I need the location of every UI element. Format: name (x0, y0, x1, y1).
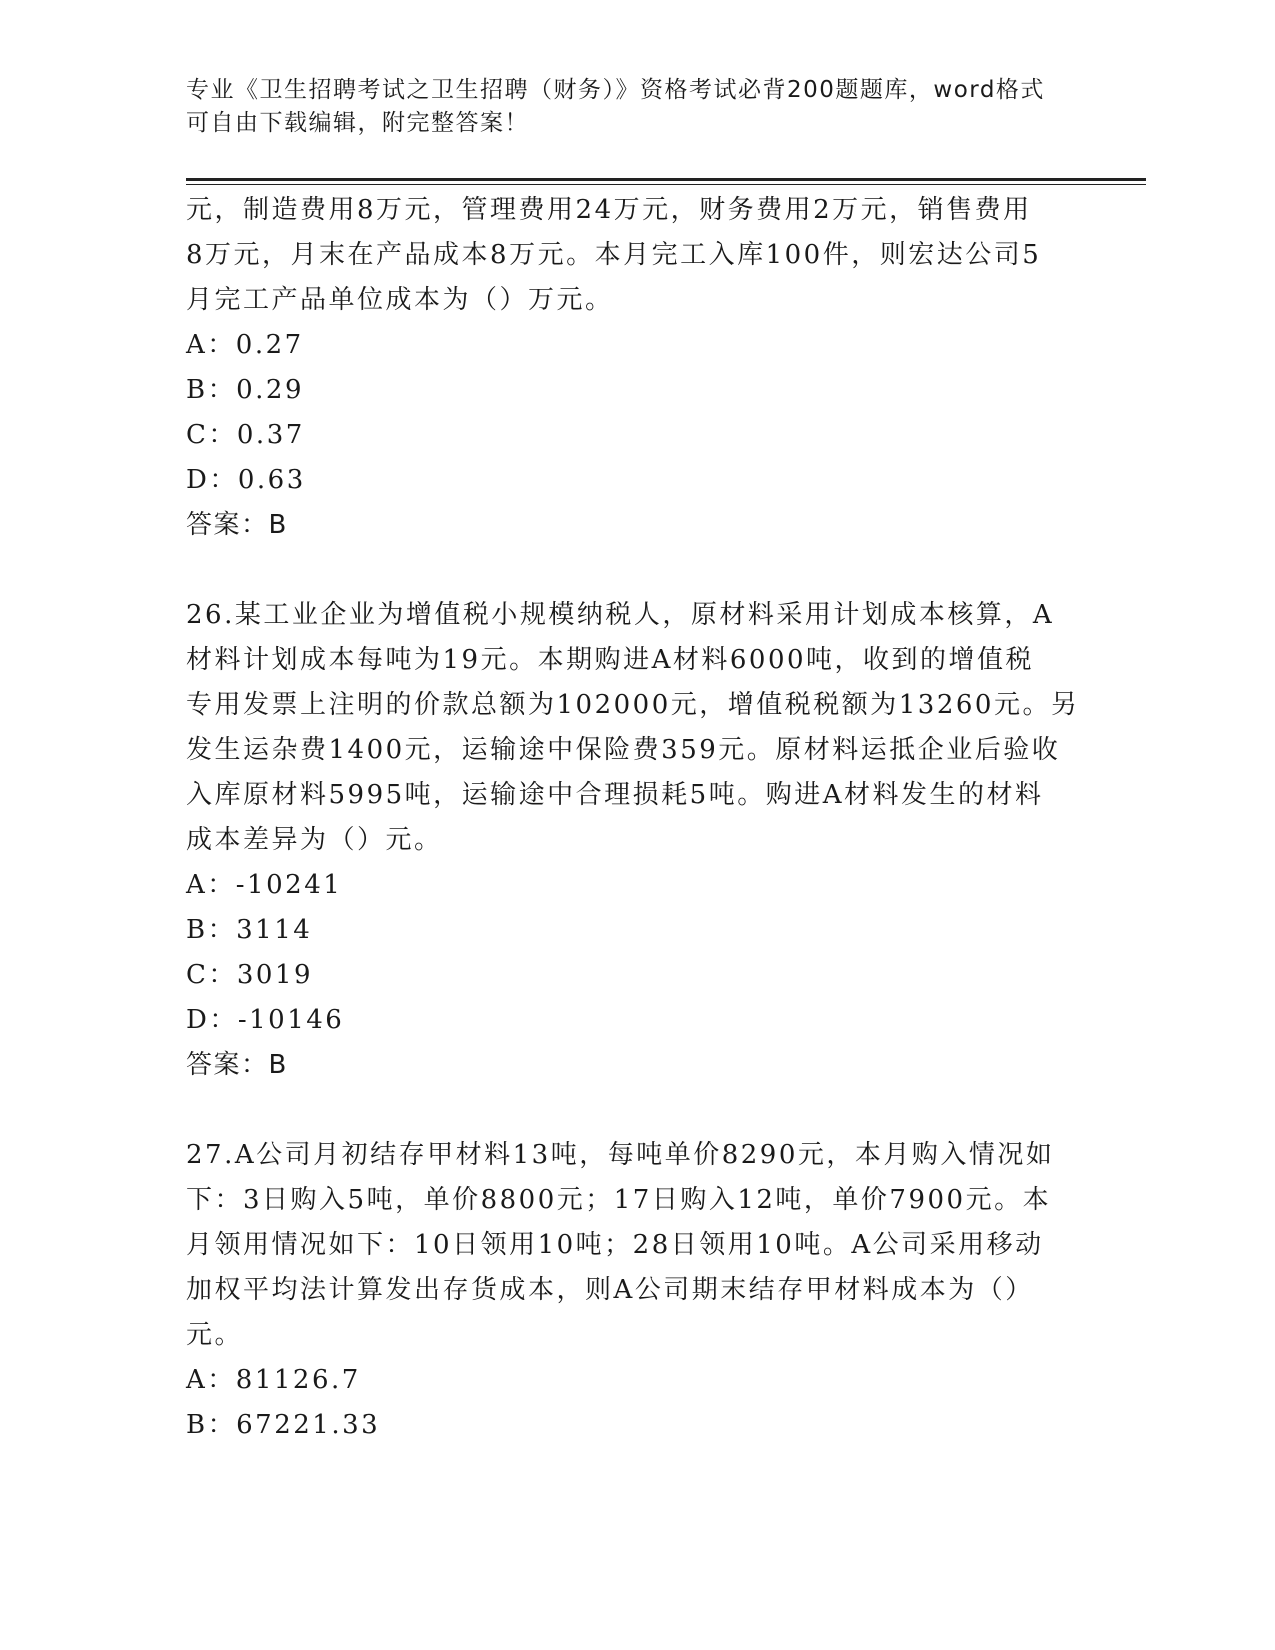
header-line: 专业《卫生招聘考试之卫生招聘（财务）》资格考试必背200题题库，word格式 (186, 77, 1045, 103)
question-stem-line: 加权平均法计算发出存货成本，则A公司期末结存甲材料成本为（） (186, 1275, 1034, 1305)
header-divider-thick (186, 178, 1146, 181)
question-stem-line: 元。 (186, 1320, 244, 1350)
document-body (186, 188, 1086, 1448)
option-a: A：81126.7 (186, 1365, 361, 1395)
option-d: D：-10146 (186, 1005, 345, 1035)
question-27 (186, 1133, 1086, 1448)
question-stem-line: 发生运杂费1400元，运输途中保险费359元。原材料运抵企业后验收 (186, 735, 1061, 765)
option-b: B：0.29 (186, 375, 304, 405)
answer-line: 答案：B (186, 510, 288, 540)
question-stem-line: 入库原材料5995吨，运输途中合理损耗5吨。购进A材料发生的材料 (186, 780, 1044, 810)
option-a: A：-10241 (186, 870, 343, 900)
question-stem-line: 月领用情况如下：10日领用10吨；28日领用10吨。A公司采用移动 (186, 1230, 1044, 1260)
option-d: D：0.63 (186, 465, 306, 495)
spacer (186, 548, 1086, 593)
question-stem-line: 下：3日购入5吨，单价8800元；17日购入12吨，单价7900元。本 (186, 1185, 1052, 1215)
option-c: C：3019 (186, 960, 314, 990)
option-b: B：67221.33 (186, 1410, 381, 1440)
question-25 (186, 188, 1086, 548)
question-stem-line: 元，制造费用8万元，管理费用24万元，财务费用2万元，销售费用 (186, 195, 1032, 225)
question-26 (186, 593, 1086, 1088)
document-header (186, 74, 1066, 140)
option-c: C：0.37 (186, 420, 305, 450)
header-divider-thin (186, 184, 1146, 185)
question-stem-line: 26.某工业企业为增值税小规模纳税人，原材料采用计划成本核算，A (186, 600, 1055, 630)
spacer (186, 1088, 1086, 1133)
option-b: B：3114 (186, 915, 313, 945)
question-stem-line: 材料计划成本每吨为19元。本期购进A材料6000吨，收到的增值税 (186, 645, 1035, 675)
question-stem-line: 专用发票上注明的价款总额为102000元，增值税税额为13260元。另 (186, 690, 1080, 720)
question-stem-line: 27.A公司月初结存甲材料13吨，每吨单价8290元，本月购入情况如 (186, 1140, 1055, 1170)
question-stem-line: 8万元，月末在产品成本8万元。本月完工入库100件，则宏达公司5 (186, 240, 1042, 270)
question-stem-line: 月完工产品单位成本为（）万元。 (186, 285, 614, 315)
answer-line: 答案：B (186, 1050, 288, 1080)
header-line: 可自由下载编辑，附完整答案！ (186, 110, 529, 136)
option-a: A：0.27 (186, 330, 304, 360)
question-stem-line: 成本差异为（）元。 (186, 825, 443, 855)
